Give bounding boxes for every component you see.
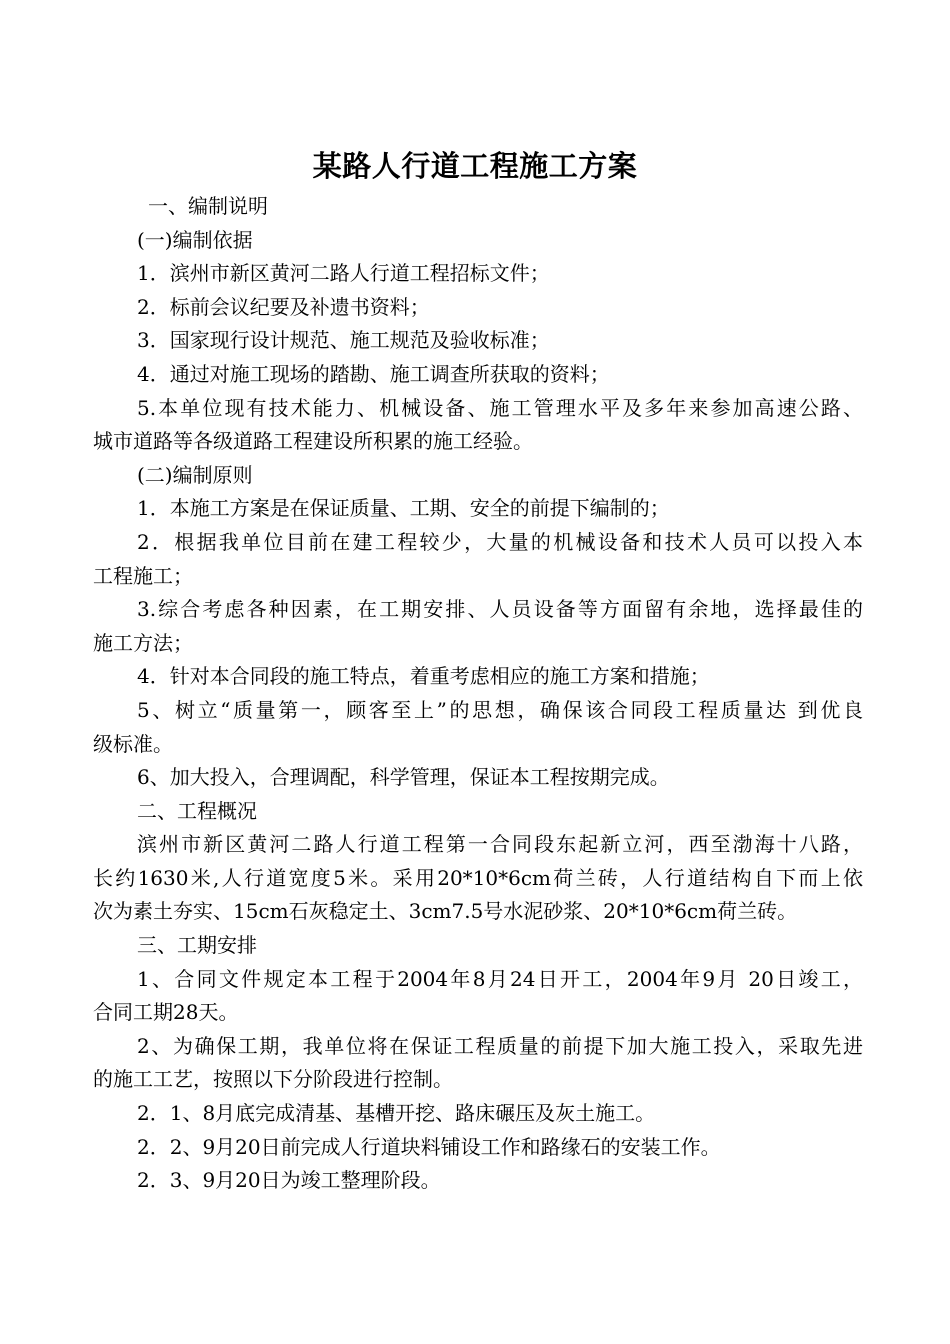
list-item: 2．3、9月20日为竣工整理阶段。	[137, 1168, 441, 1193]
document-body	[93, 190, 863, 1198]
subsection-heading: (二)编制原则	[137, 462, 253, 487]
list-item: 1、合同文件规定本工程于2004年8月24日开工，2004年9月 20日竣工，	[137, 966, 863, 991]
list-item: 3．国家现行设计规范、施工规范及验收标准；	[137, 328, 550, 353]
list-item-continuation: 合同工期28天。	[93, 1000, 239, 1025]
subsection-heading: (一)编制依据	[137, 227, 253, 252]
document-title: 某路人行道工程施工方案	[312, 149, 638, 183]
list-item: 5.本单位现有技术能力、机械设备、施工管理水平及多年来参加高速公路、	[137, 395, 863, 420]
list-item: 6、加大投入，合理调配，科学管理，保证本工程按期完成。	[137, 765, 670, 790]
list-item: 2．2、9月20日前完成人行道块料铺设工作和路缘石的安装工作。	[137, 1134, 721, 1159]
section-heading-1: 一、编制说明	[148, 194, 268, 218]
paragraph-line: 滨州市新区黄河二路人行道工程第一合同段东起新立河，西至渤海十八路，	[137, 832, 863, 857]
list-item: 5、树立“质量第一，顾客至上”的思想，确保该合同段工程质量达 到优良	[137, 697, 863, 722]
list-item-continuation: 的施工工艺，按照以下分阶段进行控制。	[93, 1067, 453, 1092]
list-item: 4．通过对施工现场的踏勘、施工调查所获取的资料；	[137, 361, 610, 386]
list-item-continuation: 施工方法；	[93, 630, 193, 655]
list-item: 2．根据我单位目前在建工程较少，大量的机械设备和技术人员可以投入本	[137, 529, 863, 554]
list-item-continuation: 级标准。	[93, 731, 173, 756]
list-item: 1．本施工方案是在保证质量、工期、安全的前提下编制的；	[137, 496, 670, 521]
list-item: 3.综合考虑各种因素，在工期安排、人员设备等方面留有余地，选择最佳的	[137, 597, 863, 622]
list-item-continuation: 工程施工；	[93, 563, 193, 588]
list-item: 4．针对本合同段的施工特点，着重考虑相应的施工方案和措施；	[137, 664, 710, 689]
section-heading-3: 三、工期安排	[137, 933, 257, 958]
list-item: 2．标前会议纪要及补遗书资料；	[137, 294, 430, 319]
list-item-continuation: 城市道路等各级道路工程建设所积累的施工经验。	[93, 429, 533, 454]
list-item: 1．滨州市新区黄河二路人行道工程招标文件；	[137, 261, 550, 286]
list-item: 2．1、8月底完成清基、基槽开挖、路床碾压及灰土施工。	[137, 1101, 656, 1126]
paragraph-line: 长约1630米,人行道宽度5米。采用20*10*6cm荷兰砖，人行道结构自下而上依	[93, 865, 863, 890]
list-item: 2、为确保工期，我单位将在保证工程质量的前提下加大施工投入，采取先进	[137, 1033, 863, 1058]
section-heading-2: 二、工程概况	[137, 798, 257, 823]
paragraph-line: 次为素土夯实、15cm石灰稳定土、3cm7.5号水泥砂浆、20*10*6cm荷兰砖。	[93, 899, 798, 924]
